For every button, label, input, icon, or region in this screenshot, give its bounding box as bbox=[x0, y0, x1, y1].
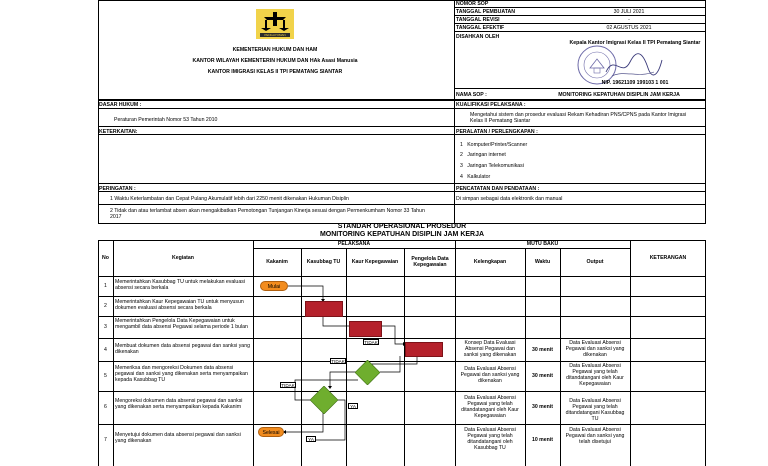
pencatatan-label: PENCATATAN DAN PENDATAAN : bbox=[456, 185, 540, 192]
meta-value: - bbox=[628, 17, 630, 23]
row-kelengkapan: Data Evaluasi Absensi Pegawai yang telah ditandatangani oleh Kaur Kepegawaian bbox=[461, 395, 519, 419]
flow-start-label: Mulai bbox=[267, 284, 281, 290]
item-no: 1 bbox=[460, 142, 463, 148]
dasar-hukum-label: DASAR HUKUM : bbox=[99, 101, 142, 108]
row-kegiatan: Menyetujui dokumen data absensi pegawai dan sanksi yang dikenakan bbox=[115, 432, 241, 444]
col-kakanim-header: Kakanim bbox=[266, 259, 288, 265]
pelaksana-group-header: PELAKSANA bbox=[337, 241, 371, 247]
item-no: 4 bbox=[460, 174, 463, 180]
col-kaur-header: Kaur Kepegawaian bbox=[351, 259, 399, 265]
row-output: Data Evaluasi Absensi Pegawai yang telah ditandatangani oleh Kaur Kepegawaian bbox=[566, 363, 624, 387]
col-kelengkapan-header: Kelengkapan bbox=[473, 259, 507, 265]
col-kegiatan-header: Kegiatan bbox=[172, 255, 194, 261]
row-kelengkapan: Data Evaluasi Absensi Pegawai dan sanksi yang dikenakan bbox=[460, 366, 520, 384]
regional-office-name: KANTOR WILAYAH KEMENTERIN HUKUM DAN HAk Asasi Manusia bbox=[192, 58, 358, 64]
item-text: Tidak dan atau terlambat absen akan mengakibatkan Pemotongan Tunjangan Kinerja sesuai dengan Permenkumham Nomor 33 Tahun 2017 bbox=[110, 208, 425, 220]
ministry-name: KEMENTERIAN HUKUM DAN HAM bbox=[232, 47, 318, 53]
item-no: 1 bbox=[110, 196, 113, 202]
item-text: Komputer/Printer/Scanner bbox=[467, 142, 528, 148]
flow-end bbox=[258, 427, 284, 437]
peringatan-label: PERINGATAN : bbox=[99, 185, 136, 192]
tidak-label: TIDAK bbox=[331, 359, 345, 364]
office-name: KANTOR IMIGRASI KELAS II TPI PEMATANG SIANTAR bbox=[207, 69, 343, 75]
item-text: Jaringan Telekomunikasi bbox=[467, 163, 524, 169]
col-no-header: No bbox=[102, 255, 109, 261]
logo-text: PENGAYOMAN bbox=[264, 33, 286, 37]
row-output: Data Evaluasi Absensi Pegawai dan sanksi yang dikenakan bbox=[565, 340, 625, 358]
decision-kasubbag bbox=[310, 386, 338, 414]
signer-nip: NIP. 19621109 199103 1 001 bbox=[601, 80, 669, 86]
nama-sop-value: MONITORING KEPATUHAN DISIPLIN JAM KERJA bbox=[558, 92, 680, 98]
item-text: Jaringan internet bbox=[467, 152, 506, 158]
meta-value: 30 JULI 2021 bbox=[613, 9, 645, 15]
meta-label: TANGGAL PEMBUATAN bbox=[456, 9, 515, 15]
row-waktu: 30 menit bbox=[531, 404, 554, 410]
row-waktu: 10 menit bbox=[531, 437, 554, 443]
kualifikasi-label: KUALIFIKASI PELAKSANA : bbox=[456, 101, 526, 108]
peralatan-label: PERALATAN / PERLENGKAPAN : bbox=[456, 128, 538, 135]
row-kegiatan: Memerintahkan Kasubbag TU untuk melakukan evaluasi absensi secara berkala bbox=[115, 279, 245, 291]
row-kegiatan: Memerintahkan Pengelola Data Kepegawaian untuk mengambil data absensi Pegawai selama periode 1 bulan bbox=[115, 318, 248, 330]
row-kegiatan: Memerintahkan Kaur Kepegawaian TU untuk menyusun dokumen evaluasi absensi secara berkala bbox=[115, 299, 244, 311]
tidak-label: TIDAK bbox=[364, 340, 378, 345]
item-text: Waktu Keterlambatan dan Cepat Pulang Akumulatif lebih dari 2250 menit dikenakan Hukuman Disiplin bbox=[114, 196, 349, 202]
row-kegiatan: Membuat dokumen data absensi pegawai dan sanksi yang dikenakan bbox=[115, 343, 250, 355]
nama-sop-label: NAMA SOP : bbox=[456, 92, 487, 98]
row-no: 1 bbox=[104, 283, 107, 289]
meta-label: TANGGAL EFEKTIF bbox=[456, 25, 505, 31]
row-no: 2 bbox=[104, 303, 107, 309]
col-pengelola-header: Pengelola Data Kepegawaian bbox=[411, 256, 449, 268]
disahkan-label: DISAHKAN OLEH bbox=[456, 34, 500, 40]
flow-start bbox=[260, 281, 288, 291]
col-kasubbag-header: Kasubbag TU bbox=[306, 259, 341, 265]
keterangan-header: KETERANGAN bbox=[649, 255, 687, 261]
col-waktu-header: Waktu bbox=[534, 259, 551, 265]
ya-label: YA bbox=[348, 403, 358, 409]
sop-title: STANDAR OPERASIONAL PROSEDUR bbox=[337, 223, 467, 230]
item-text: Kalkulator bbox=[467, 174, 491, 180]
row-waktu: 30 menit bbox=[531, 347, 554, 353]
signer-title: Kepala Kantor Imigrasi Kelas II TPI Pematang Siantar bbox=[569, 40, 701, 46]
mutu-group-header: MUTU BAKU bbox=[526, 241, 559, 247]
row-waktu: 30 menit bbox=[531, 373, 554, 379]
ya-label: YA bbox=[306, 436, 316, 442]
sop-subtitle: MONITORING KEPATUHAN DISIPLIN JAM KERJA bbox=[319, 231, 485, 238]
row-kelengkapan: Data Evaluasi Absensi Pegawai yang telah ditandatangani oleh Kasubbag TU bbox=[464, 427, 516, 451]
row-output: Data Evaluasi Absensi Pegawai dan sanksi yang telah disetujui bbox=[565, 427, 625, 445]
row-output: Data Evaluasi Absensi Pegawai yang telah ditandatangani Kasubbag TU bbox=[565, 398, 625, 422]
row-no: 3 bbox=[104, 324, 107, 330]
process-box-kaur bbox=[349, 321, 382, 337]
process-box-pengelola bbox=[405, 342, 443, 357]
row-no: 7 bbox=[104, 437, 107, 443]
row-no: 6 bbox=[104, 404, 107, 410]
keterkaitan-label: KETERKAITAN: bbox=[99, 128, 138, 135]
meta-value: 02 AGUSTUS 2021 bbox=[606, 25, 652, 31]
row-no: 4 bbox=[104, 347, 107, 353]
tidak-label: TIDAK bbox=[281, 383, 295, 388]
row-kelengkapan: Konsep Data Evaluasi Absensi Pegawai dan sanksi yang dikenakan bbox=[463, 340, 517, 358]
decision-kaur bbox=[355, 360, 380, 385]
item-no: 3 bbox=[460, 163, 463, 169]
flow-end-label: Selesai bbox=[262, 430, 280, 436]
row-kegiatan: Mengoreksi dokumen data absensi pegawai dan sanksi yang dikenakan serta menyampaikan kepada Kakanim bbox=[115, 398, 243, 410]
meta-label: NOMOR SOP bbox=[456, 1, 489, 7]
row-kegiatan: Memeriksa dan mengoreksi Dokumen data absensi pegawai dan sanksi yang dikenakan serta menyampaikan kepada Kasubbag TU bbox=[115, 365, 248, 383]
dasar-hukum-value: Peraturan Pemerintah Nomor 53 Tahun 2010 bbox=[114, 117, 218, 123]
meta-label: TANGGAL REVISI bbox=[456, 17, 500, 23]
item-no: 2 bbox=[110, 208, 113, 214]
pencatatan-value: Di simpan sebagai data elektronik dan manual bbox=[456, 196, 563, 202]
row-no: 5 bbox=[104, 373, 107, 379]
process-box-kasubbag bbox=[305, 301, 343, 317]
col-output-header: Output bbox=[586, 259, 604, 265]
item-no: 2 bbox=[460, 152, 463, 158]
kualifikasi-value: Mengetahui sistem dan prosedur evaluasi Rekam Kehadiran PNS/CPNS pada Kantor Imigrasi Kelas II Pematang Siantar bbox=[470, 112, 687, 124]
